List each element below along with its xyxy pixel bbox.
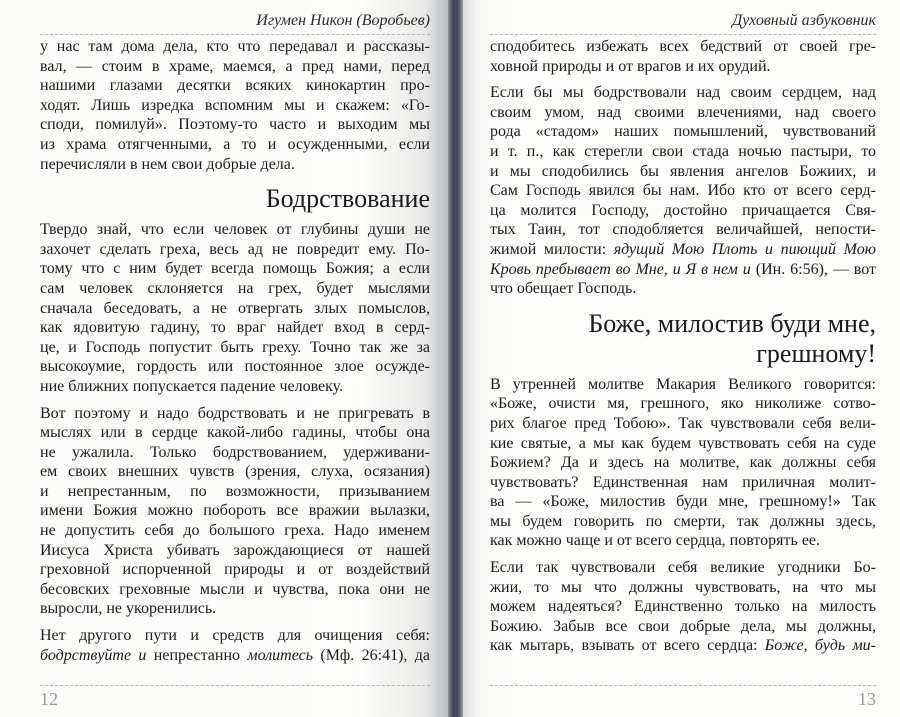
- heading-line: Боже, милостив буди мне,: [588, 308, 876, 338]
- text-line: не ужалила. Только бодрствованием, удерживани-: [40, 443, 430, 461]
- text-line: выросли, не укоренились.: [40, 600, 217, 618]
- text-line: [490, 240, 876, 260]
- footer-divider: [40, 685, 430, 686]
- text-line: Если так чувствовали себя великие угодники Бо-: [490, 559, 876, 577]
- text-line: Сам Господь явился бы нам. Ибо кто от всего серд-: [490, 182, 876, 200]
- text-line: кие святые, а мы как будем чувствовать себя на суде: [490, 434, 876, 452]
- text-line: мы будем говорить по смерти, так должны здесь,: [490, 512, 876, 530]
- paragraph: [490, 37, 876, 76]
- text-line: це, и Господь попустит быть греху. Точно так же за: [40, 338, 430, 356]
- text-segment: как мытарь, взывать от всего сердца:: [490, 637, 765, 655]
- text-line: Божию. Забыв все свои добрые дела, мы должны,: [490, 617, 876, 635]
- paragraph: [40, 404, 430, 620]
- page-body: [490, 37, 876, 663]
- text-line: мыслях или в сердце какой-либо гадины, чтобы она: [40, 424, 430, 442]
- text-line: ние ближних попускается падение человеку.: [40, 377, 344, 395]
- header-divider: [40, 34, 430, 35]
- left-page: [0, 0, 448, 717]
- text-segment: непрестанно: [146, 646, 248, 664]
- text-line: перечисляли в нем свои добрые дела.: [40, 155, 295, 173]
- text-line: В утренней молитве Макария Великого говорится:: [490, 375, 876, 393]
- text-line: ца молится Господу, достойно причащается Свя-: [490, 201, 876, 219]
- page-number: 12: [40, 689, 58, 709]
- paragraph: [490, 83, 876, 299]
- text-line: Вот поэтому и надо бодрствовать и не пригревать в: [40, 404, 430, 422]
- header-divider: [490, 34, 876, 35]
- right-page: [463, 0, 900, 717]
- section-heading: [490, 309, 876, 369]
- text-line: [490, 260, 876, 280]
- text-line: ховной природы и от врагов и их орудий.: [490, 57, 771, 75]
- text-line: имени Божия можно побороть все вражии вылазки,: [40, 502, 430, 520]
- paragraph: [40, 220, 430, 396]
- text-line: рода «стадом» наших помышлений, чувствований: [490, 123, 876, 141]
- text-line: греховной испорченной природы и от воздействий: [40, 561, 430, 579]
- text-line: жии, то мы что должны чувствовать, на что мы: [490, 578, 876, 596]
- text-line: вал, — стоим в храме, маемся, а пред нами, перед: [40, 57, 430, 75]
- text-line: и мы сподобились бы явления ангелов Божиих, и: [490, 162, 876, 180]
- text-line: своим умом, над своими влечениями, над своего: [490, 103, 876, 121]
- text-line: как ядовитую гадину, то враг найдет вход в серд-: [40, 319, 430, 337]
- text-line: высокоумие, гордость или постоянное злое осужде-: [40, 358, 430, 376]
- book-spine: [448, 0, 463, 717]
- paragraph: [40, 626, 430, 665]
- text-line: не допустить себя до большого греха. Надо именем: [40, 522, 430, 540]
- text-line: нашими глазами десятки всяких кинокартин про-: [40, 77, 430, 95]
- running-head: Духовный азбуковник: [732, 12, 876, 29]
- text-line: «Боже, очисти мя, грешного, яко николиже сотво-: [490, 395, 876, 413]
- heading-line: грешному!: [756, 338, 876, 368]
- text-line: [40, 646, 430, 666]
- italic-quote: Боже, будь ми-: [764, 637, 876, 655]
- text-line: можем надеяться? Единственно только на милость: [490, 598, 876, 616]
- text-line: ва — «Боже, милостив буди мне, грешному!» Так: [490, 493, 876, 511]
- text-line: рих благое пред Тобою». Так чувствовали себя вели-: [490, 414, 876, 432]
- text-segment: (Ин. 6:56), — вот: [750, 260, 876, 278]
- running-head: Игумен Никон (Воробьев): [256, 12, 430, 29]
- text-line: Божием? Да и здесь на молитве, как должны себя: [490, 454, 876, 472]
- text-line: что обещает Господь.: [490, 280, 637, 298]
- italic-quote: ядущий Мою Плоть и пиющий Мою: [613, 240, 876, 258]
- footer-divider: [490, 685, 876, 686]
- text-line: у нас там дома дела, кто что передавал и рассказы-: [40, 38, 430, 55]
- italic-quote: молитесь: [247, 646, 314, 664]
- section-heading: [40, 184, 430, 214]
- text-line: как можно чаще и от всего сердца, повторять ее.: [490, 532, 821, 550]
- text-line: Иисуса Христа убивать зарождающиеся от нашей: [40, 541, 430, 559]
- text-line: бесовских греховные мысли и чувства, пока они не: [40, 580, 430, 598]
- text-line: Если бы мы бодрствовали над своим сердцем, над: [490, 84, 876, 102]
- text-line: сам человек склоняется на грех, будет мыслями: [40, 279, 430, 297]
- italic-quote: Кровь пребывает во Мне, и Я в нем и: [490, 260, 751, 278]
- paragraph: [40, 37, 430, 174]
- text-line: [490, 636, 876, 656]
- page-number: 13: [858, 689, 876, 709]
- paragraph: [490, 558, 876, 656]
- text-line: чувствовать? Единственная нам приличная молит-: [490, 473, 876, 491]
- text-line: тых Таин, тот сподобляется величайшей, непости-: [490, 221, 876, 239]
- text-line: ем своих внешних чувств (зрения, слуха, осязания): [40, 463, 430, 481]
- text-line: захочет сделать греха, весь ад не повредит ему. По-: [40, 240, 430, 258]
- text-line: Нет другого пути и средств для очищения себя:: [40, 627, 430, 645]
- text-segment: (Мф. 26:41), да: [313, 646, 431, 664]
- text-line: Твердо знай, что если человек от глубины души не: [40, 221, 430, 239]
- text-line: споди, помилуй». Поэтому-то часто и выходим мы: [40, 116, 430, 134]
- text-line: и т. п., как стерегли свои стада ночью пастыри, то: [490, 142, 876, 160]
- page-body: [40, 37, 430, 672]
- italic-quote: бодрствуйте и: [40, 646, 147, 664]
- text-line: ходят. Лишь изредка вспомним мы и скажем: «Го-: [40, 96, 430, 114]
- text-segment: жимой милости:: [490, 240, 614, 258]
- text-line: сначала беседовать, а не отвергать злых помыслов,: [40, 299, 430, 317]
- text-line: тому что с ним будет всегда помощь Божия; а если: [40, 260, 430, 278]
- paragraph: [490, 375, 876, 551]
- text-line: из храма отягченными, а то и осужденными, если: [40, 135, 430, 153]
- text-line: и непрестанным, по возможности, призыванием: [40, 482, 430, 500]
- heading-line: Бодрствование: [265, 184, 430, 214]
- text-line: сподобитесь избежать всех бедствий от своей гре-: [490, 38, 876, 55]
